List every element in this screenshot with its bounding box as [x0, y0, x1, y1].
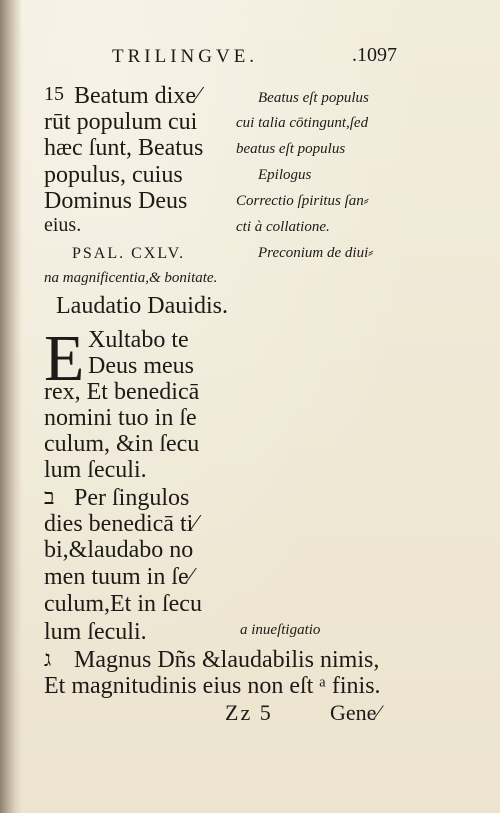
- verse3-marker: ג: [44, 646, 52, 671]
- verse2-line-5: culum,Et in ſecu: [44, 591, 202, 617]
- verse15-line-4: populus, cuius: [44, 162, 183, 188]
- verse1-line-1: Xultabo te: [88, 327, 189, 353]
- verse15-line-1: Beatum dixe⁄: [74, 83, 200, 109]
- verse1-line-6: lum ſeculi.: [44, 457, 147, 483]
- catchword: Gene⁄: [330, 700, 381, 725]
- verse15-line-3: hæc ſunt, Beatus: [44, 135, 204, 161]
- verse3-line-2: Et magnitudinis eius non eſt ᵃ finis.: [44, 673, 381, 699]
- margin-note-5: Correctio ſpiritus ſan⸗: [236, 193, 369, 209]
- signature-mark: Zz 5: [225, 700, 273, 725]
- margin-note-6: cti à collatione.: [236, 219, 330, 235]
- psalm-heading: PSAL. CXLV.: [72, 245, 186, 262]
- verse1-line-5: culum, &in ſecu: [44, 431, 200, 457]
- verse1-line-4: nomini tuo in ſe: [44, 405, 197, 431]
- verse-number-15: 15: [44, 83, 64, 105]
- margin-note-3: beatus eſt populus: [236, 141, 346, 157]
- page-number: .1097: [352, 44, 397, 66]
- verse1-line-3: rex, Et benedicā: [44, 379, 200, 405]
- verse15-line-6: eius.: [44, 214, 82, 236]
- verse2-line-6: lum ſeculi.: [44, 619, 147, 645]
- verse3-line-1: Magnus Dñs &laudabilis nimis,: [74, 647, 380, 673]
- margin-note-4: Epilogus: [258, 167, 312, 183]
- verse2-line-2: dies benedicā ti⁄: [44, 511, 198, 537]
- verse1-line-2: Deus meus: [88, 353, 194, 379]
- psalm-title: Laudatio Dauidis.: [56, 293, 228, 319]
- verse15-line-5: Dominus Deus: [44, 188, 188, 214]
- margin-note-1: Beatus eſt populus: [258, 90, 369, 106]
- margin-note-2: cui talia cōtingunt,ſed: [236, 115, 369, 131]
- psalm-note-line-1: Preconium de diui⸗: [258, 245, 374, 261]
- drop-cap-initial: E: [44, 322, 85, 395]
- running-title: TRILINGVE.: [112, 46, 259, 67]
- psalm-note-line-2: na magnificentia,& bonitate.: [44, 270, 218, 286]
- verse2-line-4: men tuum in ſe⁄: [44, 564, 193, 590]
- verse2-line-3: bi,&laudabo no: [44, 537, 194, 563]
- page-spine-shadow: [0, 0, 22, 813]
- margin-note-a: a inueſtigatio: [240, 622, 321, 638]
- verse15-line-2: rūt populum cui: [44, 109, 198, 135]
- verse2-line-1: Per ſingulos: [74, 485, 190, 511]
- verse2-marker: ב: [44, 484, 55, 509]
